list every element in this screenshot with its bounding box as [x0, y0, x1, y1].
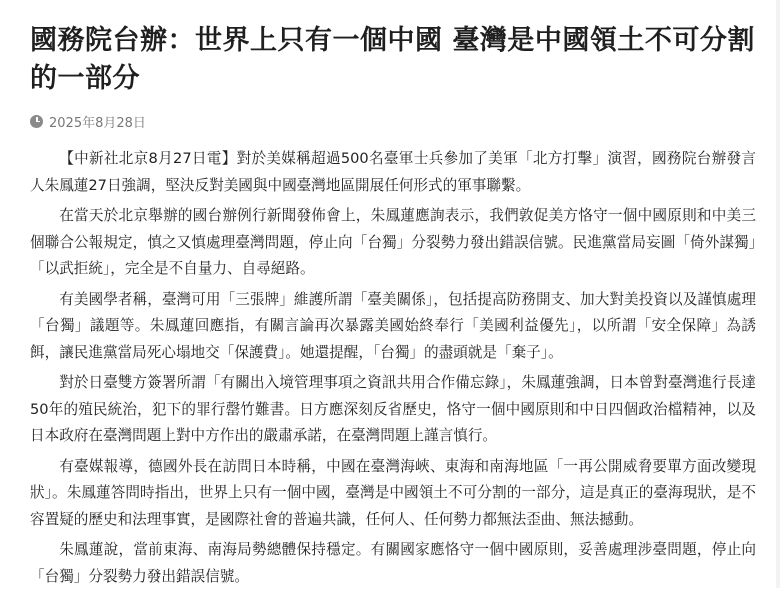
paragraph-4: 對於日臺雙方簽署所謂「有關出入境管理事項之資訊共用合作備忘錄」，朱鳳蓮強調，日本曾對臺灣進行長達50年的殖民統治，犯下的罪行罄竹難書。日方應深刻反省歷史，恪守一個中國原則和中日四個政治檔精神，以及日本政府在臺灣問題上對中方作出的嚴肅承諾，在臺灣問題上謹言慎行。 — [30, 374, 756, 444]
article-body — [30, 146, 756, 590]
paragraph-5: 有臺媒報導，德國外長在訪問日本時稱，中國在臺灣海峽、東海和南海地區「一再公開威脅要單方面改變現狀」。朱鳳蓮答問時指出，世界上只有一個中國，臺灣是中國領土不可分割的一部分，這是真正的臺海現狀，是不容置疑的歷史和法理事實，是國際社會的普遍共識，任何人、任何勢力都無法歪曲、無法撼動。 — [30, 457, 756, 528]
article-title: 國務院台辦：世界上只有一個中國 臺灣是中國領土不可分割的一部分 — [30, 25, 755, 94]
publish-date: 2025年8月28日 — [49, 115, 146, 131]
paragraph-2: 在當天於北京舉辦的國台辦例行新聞發佈會上，朱鳳蓮應詢表示，我們敦促美方恪守一個中國原則和中美三個聯合公報規定，慎之又慎處理臺灣問題，停止向「台獨」分裂勢力發出錯誤信號。民進黨當局妄圖「倚外謀獨」「以武拒統」，完全是不自量力、自尋絕路。 — [30, 207, 756, 277]
page-scrollbar[interactable] — [776, 0, 780, 588]
paragraph-3: 有美國學者稱，臺灣可用「三張牌」維護所謂「臺美關係」，包括提高防務開支、加大對美投資以及謹慎處理「台獨」議題等。朱鳳蓮回應指，有關言論再次暴露美國始終奉行「美國利益優先」，以所謂「安全保障」為誘餌，讓民進黨當局死心塌地交「保護費」。她還提醒，「台獨」的盡頭就是「棄子」。 — [30, 290, 756, 361]
paragraph-1: 【中新社北京8月27日電】對於美媒稱超過500名臺軍士兵參加了美軍「北方打擊」演習，國務院台辦發言人朱鳳蓮27日強調，堅決反對美國與中國臺灣地區開展任何形式的軍事聯繫。 — [30, 150, 756, 194]
article-meta — [30, 112, 756, 130]
paragraph-6: 朱鳳蓮說，當前東海、南海局勢總體保持穩定。有關國家應恪守一個中國原則，妥善處理涉臺問題，停止向「台獨」分裂勢力發出錯誤信號。 — [30, 541, 756, 585]
clock-icon — [30, 115, 43, 128]
